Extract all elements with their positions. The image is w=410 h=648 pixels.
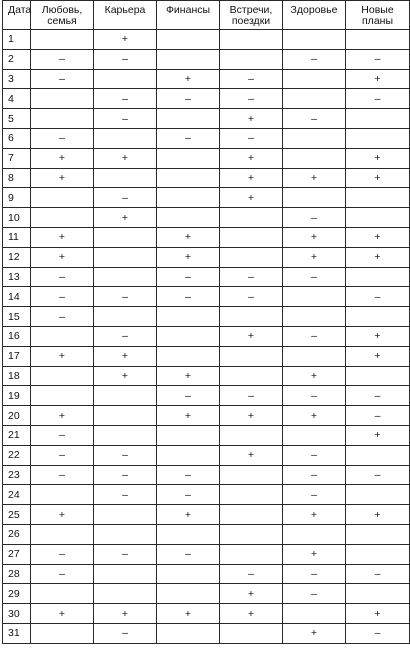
cell-date: 19 [3, 386, 31, 406]
cell-date: 21 [3, 425, 31, 445]
cell-love-family: – [31, 564, 94, 584]
cell-health [283, 425, 346, 445]
header-love-family: Любовь, семья [31, 1, 94, 30]
cell-career [94, 524, 157, 544]
cell-date: 6 [3, 128, 31, 148]
cell-career [94, 564, 157, 584]
cell-date: 9 [3, 188, 31, 208]
cell-career [94, 584, 157, 604]
cell-meetings-trips: + [220, 188, 283, 208]
header-meetings-trips: Встречи, поездки [220, 1, 283, 30]
cell-new-plans [346, 485, 410, 505]
cell-love-family [31, 623, 94, 643]
table-row [3, 109, 410, 129]
cell-finance [157, 49, 220, 69]
cell-career: – [94, 445, 157, 465]
table-row [3, 148, 410, 168]
cell-date: 5 [3, 109, 31, 129]
cell-meetings-trips [220, 366, 283, 386]
cell-new-plans: – [346, 287, 410, 307]
cell-new-plans [346, 584, 410, 604]
table-row [3, 49, 410, 69]
cell-date: 28 [3, 564, 31, 584]
cell-meetings-trips: + [220, 604, 283, 624]
cell-love-family [31, 524, 94, 544]
cell-career: – [94, 49, 157, 69]
table-body [3, 30, 410, 644]
cell-new-plans: – [346, 386, 410, 406]
cell-new-plans [346, 544, 410, 564]
cell-meetings-trips: – [220, 267, 283, 287]
cell-meetings-trips: + [220, 584, 283, 604]
cell-love-family: + [31, 148, 94, 168]
cell-career: – [94, 89, 157, 109]
cell-career [94, 168, 157, 188]
cell-new-plans [346, 445, 410, 465]
table-row [3, 406, 410, 426]
cell-meetings-trips [220, 30, 283, 50]
cell-career [94, 307, 157, 327]
header-new-plans: Новые планы [346, 1, 410, 30]
table-row [3, 386, 410, 406]
cell-love-family: + [31, 604, 94, 624]
cell-meetings-trips [220, 307, 283, 327]
cell-meetings-trips: – [220, 287, 283, 307]
cell-career: – [94, 326, 157, 346]
cell-love-family [31, 89, 94, 109]
cell-health: – [283, 584, 346, 604]
cell-career: + [94, 30, 157, 50]
cell-career: – [94, 188, 157, 208]
cell-new-plans [346, 128, 410, 148]
cell-finance: + [157, 366, 220, 386]
cell-career [94, 69, 157, 89]
cell-career [94, 406, 157, 426]
cell-career: + [94, 604, 157, 624]
cell-health: – [283, 326, 346, 346]
cell-new-plans [346, 307, 410, 327]
cell-health: – [283, 208, 346, 228]
cell-finance: + [157, 505, 220, 525]
table-row [3, 366, 410, 386]
cell-love-family: – [31, 465, 94, 485]
cell-new-plans: + [346, 505, 410, 525]
cell-date: 25 [3, 505, 31, 525]
cell-love-family: + [31, 227, 94, 247]
cell-health [283, 524, 346, 544]
cell-love-family: – [31, 445, 94, 465]
cell-new-plans [346, 188, 410, 208]
cell-finance [157, 425, 220, 445]
cell-finance: – [157, 287, 220, 307]
cell-new-plans: + [346, 168, 410, 188]
cell-meetings-trips [220, 524, 283, 544]
cell-new-plans [346, 109, 410, 129]
cell-love-family [31, 485, 94, 505]
table-row [3, 505, 410, 525]
page [2, 0, 410, 644]
cell-meetings-trips [220, 227, 283, 247]
table-row [3, 247, 410, 267]
cell-love-family: + [31, 406, 94, 426]
table-row [3, 425, 410, 445]
cell-meetings-trips: + [220, 109, 283, 129]
cell-health: + [283, 168, 346, 188]
cell-finance: – [157, 128, 220, 148]
cell-meetings-trips: – [220, 564, 283, 584]
table-row [3, 604, 410, 624]
cell-meetings-trips [220, 346, 283, 366]
table-row [3, 168, 410, 188]
cell-health: – [283, 564, 346, 584]
cell-finance [157, 168, 220, 188]
cell-health: + [283, 544, 346, 564]
table-row [3, 267, 410, 287]
cell-health: + [283, 366, 346, 386]
table-row [3, 89, 410, 109]
cell-meetings-trips: – [220, 89, 283, 109]
table-row [3, 564, 410, 584]
cell-date: 14 [3, 287, 31, 307]
cell-career: + [94, 366, 157, 386]
cell-finance [157, 524, 220, 544]
cell-meetings-trips: + [220, 148, 283, 168]
cell-love-family: – [31, 49, 94, 69]
cell-new-plans: – [346, 623, 410, 643]
cell-finance [157, 30, 220, 50]
cell-date: 15 [3, 307, 31, 327]
cell-love-family [31, 584, 94, 604]
cell-date: 18 [3, 366, 31, 386]
cell-love-family: – [31, 425, 94, 445]
cell-date: 3 [3, 69, 31, 89]
cell-date: 13 [3, 267, 31, 287]
table-row [3, 544, 410, 564]
cell-finance: – [157, 485, 220, 505]
table-row [3, 208, 410, 228]
cell-meetings-trips [220, 49, 283, 69]
cell-career: – [94, 485, 157, 505]
cell-meetings-trips [220, 465, 283, 485]
cell-new-plans [346, 267, 410, 287]
cell-health [283, 188, 346, 208]
cell-new-plans: – [346, 406, 410, 426]
cell-love-family [31, 188, 94, 208]
cell-new-plans: + [346, 604, 410, 624]
cell-career: – [94, 109, 157, 129]
cell-love-family: – [31, 544, 94, 564]
table-row [3, 623, 410, 643]
table-row [3, 227, 410, 247]
cell-finance: + [157, 604, 220, 624]
cell-new-plans: – [346, 465, 410, 485]
cell-date: 20 [3, 406, 31, 426]
table-row [3, 346, 410, 366]
cell-career [94, 505, 157, 525]
cell-meetings-trips [220, 247, 283, 267]
cell-love-family [31, 326, 94, 346]
table-row [3, 30, 410, 50]
cell-new-plans: – [346, 564, 410, 584]
header-finance: Финансы [157, 1, 220, 30]
cell-finance [157, 584, 220, 604]
cell-finance: – [157, 465, 220, 485]
cell-date: 30 [3, 604, 31, 624]
cell-health [283, 30, 346, 50]
cell-love-family [31, 386, 94, 406]
table-row [3, 188, 410, 208]
cell-love-family: – [31, 267, 94, 287]
cell-meetings-trips [220, 208, 283, 228]
cell-career: – [94, 287, 157, 307]
cell-finance: + [157, 227, 220, 247]
header-career: Карьера [94, 1, 157, 30]
cell-love-family [31, 109, 94, 129]
cell-date: 8 [3, 168, 31, 188]
cell-new-plans: + [346, 227, 410, 247]
cell-meetings-trips: + [220, 406, 283, 426]
header-health: Здоровье [283, 1, 346, 30]
cell-meetings-trips [220, 485, 283, 505]
cell-date: 22 [3, 445, 31, 465]
cell-love-family: – [31, 69, 94, 89]
table-row [3, 128, 410, 148]
cell-career: – [94, 465, 157, 485]
cell-health: + [283, 505, 346, 525]
cell-new-plans: – [346, 49, 410, 69]
cell-love-family: – [31, 128, 94, 148]
cell-date: 11 [3, 227, 31, 247]
cell-new-plans: – [346, 89, 410, 109]
cell-health [283, 287, 346, 307]
table-row [3, 326, 410, 346]
cell-date: 10 [3, 208, 31, 228]
cell-date: 27 [3, 544, 31, 564]
cell-love-family: – [31, 287, 94, 307]
cell-date: 24 [3, 485, 31, 505]
cell-career [94, 425, 157, 445]
cell-meetings-trips: – [220, 128, 283, 148]
cell-finance [157, 623, 220, 643]
calendar-table [2, 0, 410, 644]
table-row [3, 445, 410, 465]
header-date: Дата [3, 1, 31, 30]
cell-date: 23 [3, 465, 31, 485]
cell-meetings-trips [220, 425, 283, 445]
cell-meetings-trips: + [220, 326, 283, 346]
cell-finance [157, 564, 220, 584]
cell-career: + [94, 148, 157, 168]
cell-date: 17 [3, 346, 31, 366]
cell-meetings-trips [220, 544, 283, 564]
cell-date: 12 [3, 247, 31, 267]
cell-new-plans [346, 524, 410, 544]
cell-health [283, 604, 346, 624]
cell-date: 2 [3, 49, 31, 69]
cell-date: 26 [3, 524, 31, 544]
cell-career [94, 128, 157, 148]
table-row [3, 485, 410, 505]
cell-love-family: + [31, 505, 94, 525]
cell-new-plans [346, 30, 410, 50]
cell-health: + [283, 227, 346, 247]
cell-finance [157, 346, 220, 366]
cell-new-plans [346, 208, 410, 228]
cell-career [94, 386, 157, 406]
cell-career: – [94, 544, 157, 564]
cell-meetings-trips [220, 505, 283, 525]
cell-health: – [283, 445, 346, 465]
cell-meetings-trips: – [220, 69, 283, 89]
cell-finance [157, 326, 220, 346]
cell-health [283, 307, 346, 327]
cell-meetings-trips: + [220, 445, 283, 465]
cell-new-plans [346, 366, 410, 386]
cell-career: – [94, 623, 157, 643]
cell-love-family: – [31, 307, 94, 327]
cell-new-plans: + [346, 148, 410, 168]
table-row [3, 287, 410, 307]
table-row [3, 524, 410, 544]
table-row [3, 307, 410, 327]
cell-love-family [31, 366, 94, 386]
cell-love-family [31, 208, 94, 228]
cell-meetings-trips [220, 623, 283, 643]
cell-finance [157, 109, 220, 129]
cell-new-plans: + [346, 346, 410, 366]
cell-finance [157, 148, 220, 168]
cell-finance: – [157, 89, 220, 109]
cell-health [283, 89, 346, 109]
cell-health: + [283, 406, 346, 426]
cell-love-family: + [31, 346, 94, 366]
cell-finance: + [157, 406, 220, 426]
cell-finance: + [157, 247, 220, 267]
cell-new-plans: + [346, 69, 410, 89]
cell-new-plans: + [346, 326, 410, 346]
cell-health: + [283, 247, 346, 267]
cell-love-family: + [31, 168, 94, 188]
cell-love-family: + [31, 247, 94, 267]
cell-career [94, 267, 157, 287]
cell-finance: + [157, 69, 220, 89]
cell-finance [157, 188, 220, 208]
cell-new-plans: + [346, 425, 410, 445]
cell-date: 31 [3, 623, 31, 643]
cell-date: 16 [3, 326, 31, 346]
cell-career [94, 227, 157, 247]
header-row [3, 1, 410, 30]
cell-health: + [283, 623, 346, 643]
cell-health: – [283, 109, 346, 129]
cell-health: – [283, 485, 346, 505]
cell-health: – [283, 267, 346, 287]
table-row [3, 465, 410, 485]
cell-health: – [283, 386, 346, 406]
cell-finance [157, 208, 220, 228]
cell-date: 7 [3, 148, 31, 168]
cell-finance [157, 445, 220, 465]
cell-health [283, 346, 346, 366]
table-row [3, 584, 410, 604]
cell-finance: – [157, 386, 220, 406]
cell-health: – [283, 49, 346, 69]
cell-finance: – [157, 544, 220, 564]
cell-meetings-trips: + [220, 168, 283, 188]
cell-health [283, 69, 346, 89]
cell-career: + [94, 208, 157, 228]
cell-health: – [283, 465, 346, 485]
cell-career: + [94, 346, 157, 366]
table-row [3, 69, 410, 89]
cell-date: 4 [3, 89, 31, 109]
cell-date: 1 [3, 30, 31, 50]
cell-new-plans: + [346, 247, 410, 267]
cell-health [283, 128, 346, 148]
cell-health [283, 148, 346, 168]
cell-finance: – [157, 267, 220, 287]
cell-meetings-trips: – [220, 386, 283, 406]
cell-career [94, 247, 157, 267]
cell-finance [157, 307, 220, 327]
cell-date: 29 [3, 584, 31, 604]
cell-love-family [31, 30, 94, 50]
